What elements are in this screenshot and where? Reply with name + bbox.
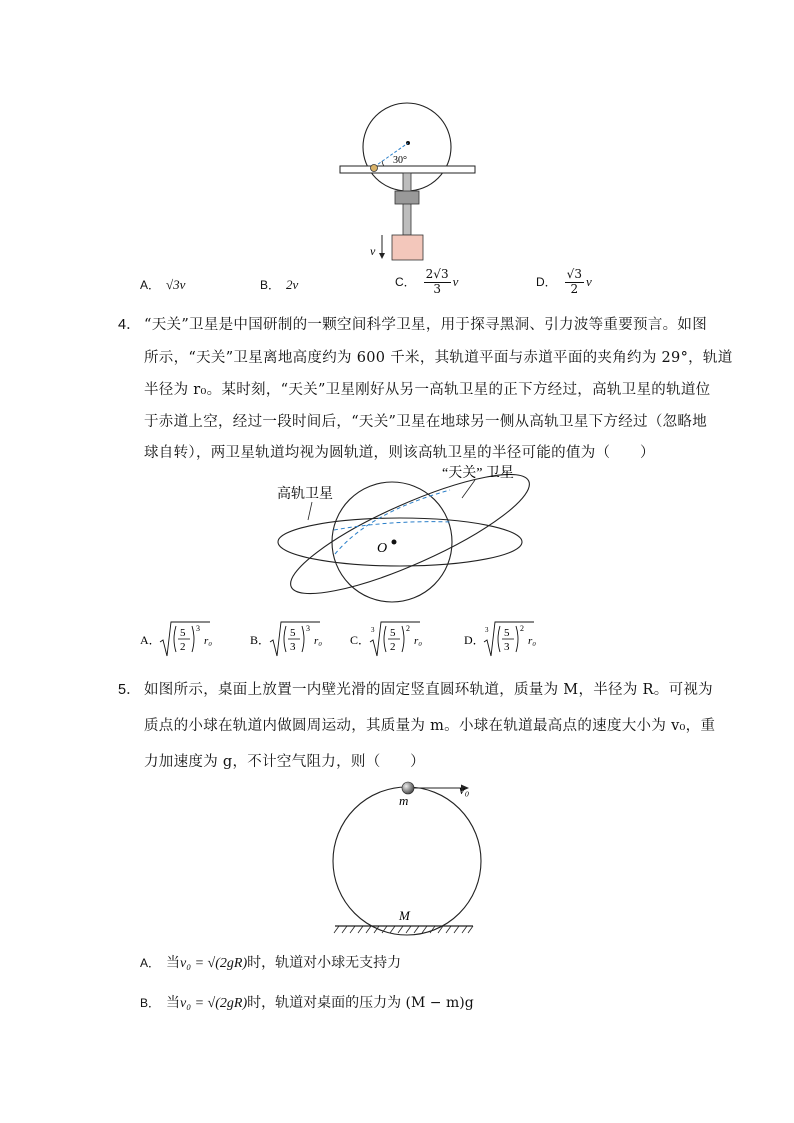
svg-text:5: 5 <box>290 627 296 639</box>
ball-mass-label: m <box>399 793 409 808</box>
svg-text:5: 5 <box>504 627 510 639</box>
q4-text-line: 球自转），两卫星轨道均视为圆轨道，则该高轨卫星的半径可能的值为（ ） <box>144 445 655 461</box>
q4-text-line: “天关”卫星是中国研制的一颗空间科学卫星，用于探寻黑洞、引力波等重要预言。如图 <box>144 317 708 333</box>
q5-text-line: 如图所示，桌面上放置一内壁光滑的固定竖直圆环轨道，质量为 M，半径为 R。可视为 <box>144 682 713 698</box>
svg-text:A．: A． <box>140 633 161 647</box>
svg-text:r₀: r₀ <box>414 635 423 647</box>
loop-track-figure <box>325 772 485 937</box>
track-mass-label: M <box>399 908 410 923</box>
svg-text:3: 3 <box>371 626 375 634</box>
q5-option-b[interactable]: B． 当v₀ = √(2gR)时，轨道对桌面的压力为 (M − m)g <box>140 995 474 1011</box>
q5-number: 5． <box>118 682 141 698</box>
svg-text:C．: C． <box>350 633 371 647</box>
svg-text:r₀: r₀ <box>204 635 213 647</box>
svg-text:r₀: r₀ <box>528 635 537 647</box>
tianguan-label: “天关” 卫星 <box>442 466 514 481</box>
svg-text:B．: B． <box>250 633 271 647</box>
svg-text:5: 5 <box>390 627 396 639</box>
svg-text:2: 2 <box>180 641 186 653</box>
q4-option-d[interactable] <box>464 618 554 664</box>
high-orbit-label: 高轨卫星 <box>277 487 333 502</box>
q3-option-a[interactable]: A． √3v <box>140 277 186 292</box>
svg-text:3: 3 <box>504 641 510 653</box>
q3-option-d[interactable]: D． $\frac{√3}{2}$ v <box>536 267 592 296</box>
v0-label: v₀ <box>459 782 470 797</box>
rotating-disk-figure <box>330 95 490 265</box>
q3-option-c[interactable]: C． $\frac{2√3}{3}$ v <box>395 267 459 296</box>
orbit-figure <box>270 462 550 612</box>
angle-label: 30° <box>393 155 407 166</box>
svg-text:r₀: r₀ <box>314 635 323 647</box>
svg-text:3: 3 <box>306 624 310 633</box>
q4-text-line: 于赤道上空，经过一段时间后，“天关”卫星在地球另一侧从高轨卫星下方经过（忽略地 <box>144 414 708 430</box>
center-label: O <box>377 541 388 556</box>
svg-text:2: 2 <box>520 624 524 633</box>
q4-text-line: 半径为 r₀。某时刻，“天关”卫星刚好从另一高轨卫星的正下方经过，高轨卫星的轨道位 <box>144 382 711 398</box>
svg-text:3: 3 <box>290 641 296 653</box>
q5-text-line: 力加速度为 g，不计空气阻力，则（ ） <box>144 754 425 770</box>
svg-text:2: 2 <box>390 641 396 653</box>
svg-text:3: 3 <box>485 626 489 634</box>
q4-option-a[interactable] <box>140 618 230 664</box>
svg-text:5: 5 <box>180 627 186 639</box>
q4-text-line: 所示，“天关”卫星离地高度约为 600 千米，其轨道平面与赤道平面的夹角约为 29°，轨道 <box>144 350 733 366</box>
q4-option-b[interactable] <box>250 618 340 664</box>
svg-text:D．: D． <box>464 633 485 647</box>
velocity-label: v <box>370 244 376 258</box>
q5-text-line: 质点的小球在轨道内做圆周运动，其质量为 m。小球在轨道最高点的速度大小为 v₀，重 <box>144 718 716 734</box>
q5-option-a[interactable]: A． 当v₀ = √(2gR)时，轨道对小球无支持力 <box>140 955 402 971</box>
svg-text:3: 3 <box>196 624 200 633</box>
q4-number: 4． <box>118 317 141 333</box>
q3-option-b[interactable]: B． 2v <box>260 277 299 292</box>
svg-text:2: 2 <box>406 624 410 633</box>
q4-option-c[interactable] <box>350 618 440 664</box>
